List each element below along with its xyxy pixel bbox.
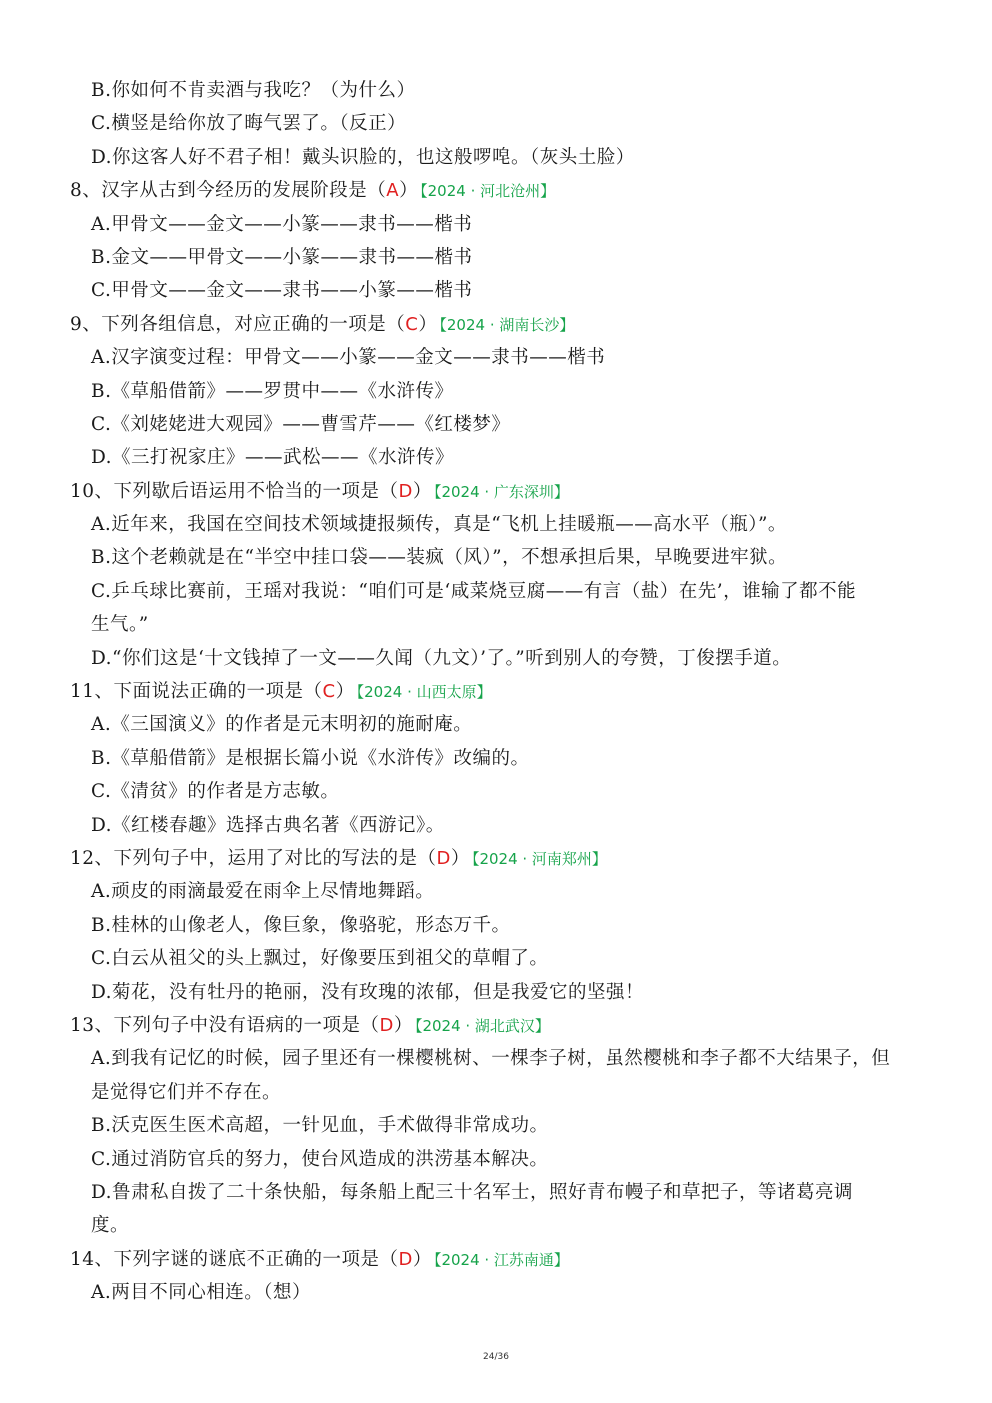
answer: D	[398, 1248, 413, 1270]
question-14	[0, 1243, 992, 1310]
answer: D	[379, 1014, 394, 1036]
source-tag: 【2024 · 湖北武汉】	[414, 1016, 550, 1035]
option-line: D.菊花，没有牡丹的艳丽，没有玫瑰的浓郁，但是我爱它的坚强！	[91, 981, 645, 1003]
option-line: C.《刘姥姥进大观园》——曹雪芹——《红楼梦》	[91, 413, 511, 435]
option-line: A.到我有记忆的时候，园子里还有一棵樱桃树、一棵李子树，虽然樱桃和李子都不大结果子，但	[91, 1048, 891, 1070]
question-stem: 10、下列歇后语运用不恰当的一项是（D） 【2024 · 广东深圳】	[70, 480, 569, 502]
option-continuation: 度。	[91, 1215, 130, 1237]
option-line: C.白云从祖父的头上飘过，好像要压到祖父的草帽了。	[91, 948, 549, 970]
option-line: A.汉字演变过程：甲骨文——小篆——金文——隶书——楷书	[91, 347, 606, 369]
option-line: C.甲骨文——金文——隶书——小篆——楷书	[91, 280, 473, 302]
answer: D	[398, 480, 413, 502]
question-8	[0, 174, 992, 308]
option-line: C.横竖是给你放了晦气罢了。（反正）	[91, 113, 407, 135]
answer: C	[322, 681, 336, 703]
option-line: B.金文——甲骨文——小篆——隶书——楷书	[91, 246, 473, 268]
option-line: A.顽皮的雨滴最爱在雨伞上尽情地舞蹈。	[91, 881, 435, 903]
question-10	[0, 475, 992, 675]
answer: D	[436, 847, 451, 869]
question-stem: 12、下列句子中，运用了对比的写法的是（D） 【2024 · 河南郑州】	[70, 847, 607, 869]
option-line: B.这个老赖就是在“半空中挂口袋——装疯（风）”，不想承担后果，早晚要进牢狱。	[91, 547, 788, 569]
option-line: C.《清贫》的作者是方志敏。	[91, 781, 340, 803]
option-line: A.甲骨文——金文——小篆——隶书——楷书	[91, 213, 473, 235]
option-line: A.《三国演义》的作者是元末明初的施耐庵。	[91, 714, 473, 736]
option-continuation: 是觉得它们并不存在。	[91, 1081, 282, 1103]
source-tag: 【2024 · 山西太原】	[356, 683, 492, 702]
option-line: B.沃克医生医术高超，一针见血，手术做得非常成功。	[91, 1115, 549, 1137]
option-line: D.“你们这是‘十文钱掉了一文——久闻（九文）’了。”听到别人的夸赞，丁俊摆手道。	[91, 647, 792, 669]
option-line: C.通过消防官兵的努力，使台风造成的洪涝基本解决。	[91, 1148, 549, 1170]
question-9	[0, 308, 992, 475]
answer: A	[386, 180, 400, 202]
question-stem: 9、下列各组信息，对应正确的一项是（C） 【2024 · 湖南长沙】	[70, 313, 575, 335]
option-line: A.近年来，我国在空间技术领域捷报频传，真是“飞机上挂暖瓶——高水平（瓶）”。	[91, 514, 787, 536]
question-12	[0, 842, 992, 1009]
option-line: A.两目不同心相连。（想）	[91, 1282, 311, 1304]
option-line: B.《草船借箭》——罗贯中——《水浒传》	[91, 380, 454, 402]
answer: C	[405, 313, 419, 335]
option-line: B.桂林的山像老人，像巨象，像骆驼，形态万千。	[91, 914, 511, 936]
option-line: D.《红楼春趣》选择古典名著《西游记》。	[91, 814, 445, 836]
option-line: D.你这客人好不君子相！戴头识脸的，也这般啰唣。（灰头土脸）	[91, 146, 635, 168]
question-7-tail	[0, 74, 992, 174]
source-tag: 【2024 · 广东深圳】	[433, 482, 569, 501]
option-continuation: 生气。”	[91, 614, 149, 636]
question-stem: 14、下列字谜的谜底不正确的一项是（D） 【2024 · 江苏南通】	[70, 1248, 569, 1270]
question-stem: 13、下列句子中没有语病的一项是（D） 【2024 · 湖北武汉】	[70, 1014, 550, 1036]
question-13	[0, 1009, 992, 1243]
option-line: D.《三打祝家庄》——武松——《水浒传》	[91, 447, 455, 469]
question-stem: 11、下面说法正确的一项是（C） 【2024 · 山西太原】	[70, 681, 492, 703]
question-11	[0, 675, 992, 842]
option-line: C.乒乓球比赛前，王瑶对我说：“咱们可是‘咸菜烧豆腐——有言（盐）在先’，谁输了都不能	[91, 580, 857, 602]
source-tag: 【2024 · 湖南长沙】	[439, 315, 575, 334]
question-stem: 8、汉字从古到今经历的发展阶段是（A） 【2024 · 河北沧州】	[70, 180, 556, 202]
source-tag: 【2024 · 河北沧州】	[420, 182, 556, 201]
source-tag: 【2024 · 河南郑州】	[471, 849, 607, 868]
option-line: B.《草船借箭》是根据长篇小说《水浒传》改编的。	[91, 747, 530, 769]
option-line: B.你如何不肯卖酒与我吃？（为什么）	[91, 80, 416, 101]
page-number: 24/36	[483, 1352, 509, 1362]
source-tag: 【2024 · 江苏南通】	[433, 1250, 569, 1269]
option-line: D.鲁肃私自拨了二十条快船，每条船上配三十名军士，照好青布幔子和草把子，等诸葛亮调	[91, 1181, 854, 1203]
